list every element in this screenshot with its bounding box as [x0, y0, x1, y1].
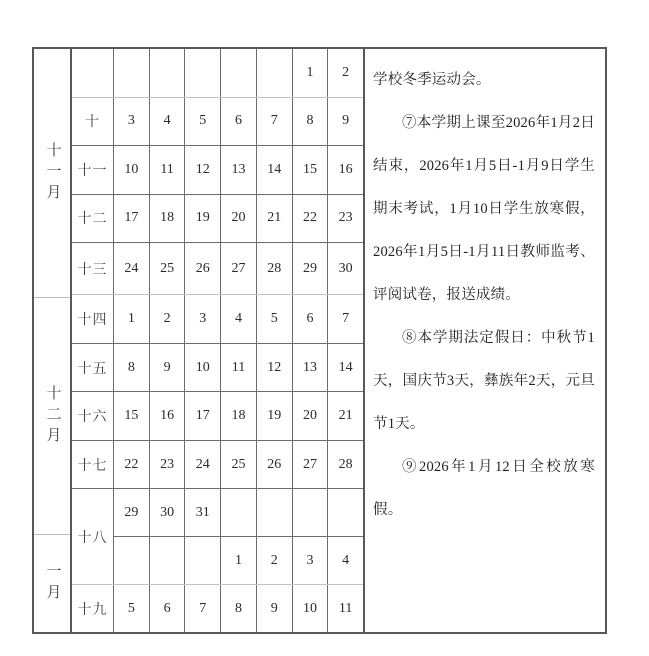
day-cell: 12 [185, 146, 221, 194]
day-cells [114, 195, 363, 243]
day-cell: 23 [338, 210, 353, 226]
day-cell: 16 [150, 392, 186, 440]
day-cell: 16 [338, 161, 353, 177]
day-cell: 20 [221, 195, 257, 243]
day-cell: 28 [338, 456, 353, 472]
week-label: 十二 [72, 195, 114, 243]
day-cell: 28 [257, 243, 293, 294]
day-cell: 27 [293, 441, 329, 489]
month-label-november [34, 49, 70, 298]
day-cell [257, 49, 293, 97]
day-cell: 14 [257, 146, 293, 194]
notes-line-1: 学校冬季运动会。 [373, 72, 491, 88]
day-cell: 8 [293, 98, 329, 146]
day-cell: 29 [114, 489, 150, 536]
notes-item-7: ⑦本学期上课至2026年1月2日结束，2026年1月5日-1月9日学生期末考试，1月10日学生放寒假，2026年1月5日-1月11日教师监考、评阅试卷，报送成绩。 [373, 115, 595, 303]
week-label: 十一 [72, 146, 114, 194]
day-cell: 17 [185, 392, 221, 440]
day-cell: 2 [257, 537, 293, 584]
week-label [72, 49, 114, 97]
day-cell [221, 49, 257, 97]
day-cell: 29 [293, 243, 329, 294]
day-cell: 22 [293, 195, 329, 243]
calendar-page [32, 47, 607, 634]
table-row [72, 441, 363, 490]
day-cell: 3 [114, 98, 150, 146]
day-cells [114, 489, 363, 537]
week-label: 十八 [72, 489, 114, 584]
week-label: 十七 [72, 441, 114, 489]
table-row [72, 98, 363, 147]
day-cell: 31 [185, 489, 221, 536]
day-cell: 5 [185, 98, 221, 146]
day-cell: 4 [342, 552, 350, 568]
day-cell: 19 [257, 392, 293, 440]
day-cell: 6 [293, 295, 329, 343]
day-cell: 14 [338, 359, 353, 375]
day-cell: 13 [221, 146, 257, 194]
day-cell [185, 537, 221, 584]
day-cell: 4 [221, 295, 257, 343]
month-label-november-text: 十一月 [44, 141, 61, 205]
day-cell [185, 49, 221, 97]
day-cell: 19 [185, 195, 221, 243]
notes-panel [365, 49, 605, 632]
day-cell: 7 [257, 98, 293, 146]
day-cell [150, 537, 186, 584]
day-cell: 6 [150, 585, 186, 632]
day-cell [221, 489, 257, 536]
day-cell: 7 [185, 585, 221, 632]
table-row [72, 49, 363, 98]
day-cell: 24 [114, 243, 150, 294]
day-cells [114, 585, 363, 632]
table-row [72, 295, 363, 344]
day-cells [114, 392, 363, 440]
month-label-january [34, 535, 70, 632]
day-cell [150, 49, 186, 97]
table-row [72, 195, 363, 244]
day-cell [257, 489, 293, 536]
day-cell [328, 489, 363, 536]
notes-item-8: ⑧本学期法定假日：中秋节1天，国庆节3天，彝族年2天，元旦节1天。 [373, 330, 595, 432]
day-cell: 9 [257, 585, 293, 632]
day-cell: 7 [342, 311, 350, 327]
table-row-split [72, 489, 363, 585]
table-row [72, 243, 363, 295]
day-cells [114, 344, 363, 392]
day-cell: 6 [221, 98, 257, 146]
week-label: 十三 [72, 243, 114, 294]
week-label: 十五 [72, 344, 114, 392]
day-cell: 21 [257, 195, 293, 243]
day-cell: 11 [150, 146, 186, 194]
week-rows-column [72, 49, 363, 632]
day-cell: 26 [185, 243, 221, 294]
table-row [72, 344, 363, 393]
day-cell: 18 [150, 195, 186, 243]
day-cell: 18 [221, 392, 257, 440]
day-cell: 9 [150, 344, 186, 392]
day-cell: 1 [293, 49, 329, 97]
table-row [72, 392, 363, 441]
notes-item-9: ⑨2026年1月12日全校放寒假。 [373, 459, 595, 518]
day-cell: 26 [257, 441, 293, 489]
day-cell: 3 [293, 537, 329, 584]
day-cell: 2 [342, 64, 350, 80]
day-cell: 5 [257, 295, 293, 343]
calendar-grid [34, 49, 365, 632]
day-cell: 23 [150, 441, 186, 489]
table-row [72, 146, 363, 195]
day-cell [293, 489, 329, 536]
day-cells [114, 98, 363, 146]
month-label-column [34, 49, 72, 632]
day-cell: 9 [342, 113, 350, 129]
day-cell: 20 [293, 392, 329, 440]
day-cells [114, 146, 363, 194]
day-cell: 8 [114, 344, 150, 392]
day-cells [114, 537, 363, 584]
day-cell: 10 [293, 585, 329, 632]
day-cell: 25 [221, 441, 257, 489]
day-cell: 24 [185, 441, 221, 489]
day-cell: 17 [114, 195, 150, 243]
day-cells [114, 49, 363, 97]
day-cell: 22 [114, 441, 150, 489]
day-cell: 12 [257, 344, 293, 392]
day-cell: 3 [185, 295, 221, 343]
day-cell: 13 [293, 344, 329, 392]
day-cells-split [114, 489, 363, 584]
week-label: 十六 [72, 392, 114, 440]
day-cell: 11 [221, 344, 257, 392]
day-cell: 21 [338, 408, 353, 424]
day-cell: 30 [338, 260, 353, 276]
week-label: 十四 [72, 295, 114, 343]
day-cell: 1 [114, 295, 150, 343]
month-label-january-text: 一月 [44, 562, 61, 605]
day-cell [114, 537, 150, 584]
day-cell: 8 [221, 585, 257, 632]
day-cell: 15 [114, 392, 150, 440]
day-cell: 10 [185, 344, 221, 392]
month-label-december-text: 十二月 [44, 384, 61, 448]
day-cell: 1 [221, 537, 257, 584]
table-row [72, 585, 363, 632]
day-cell: 30 [150, 489, 186, 536]
day-cell: 4 [150, 98, 186, 146]
day-cell: 11 [338, 600, 353, 616]
day-cell: 25 [150, 243, 186, 294]
day-cells [114, 295, 363, 343]
day-cells [114, 441, 363, 489]
day-cell: 15 [293, 146, 329, 194]
day-cell: 27 [221, 243, 257, 294]
day-cell [114, 49, 150, 97]
day-cell: 5 [114, 585, 150, 632]
day-cell: 10 [114, 146, 150, 194]
day-cell: 2 [150, 295, 186, 343]
week-label: 十 [72, 98, 114, 146]
month-label-december [34, 298, 70, 535]
day-cells [114, 243, 363, 294]
week-label: 十九 [72, 585, 114, 632]
